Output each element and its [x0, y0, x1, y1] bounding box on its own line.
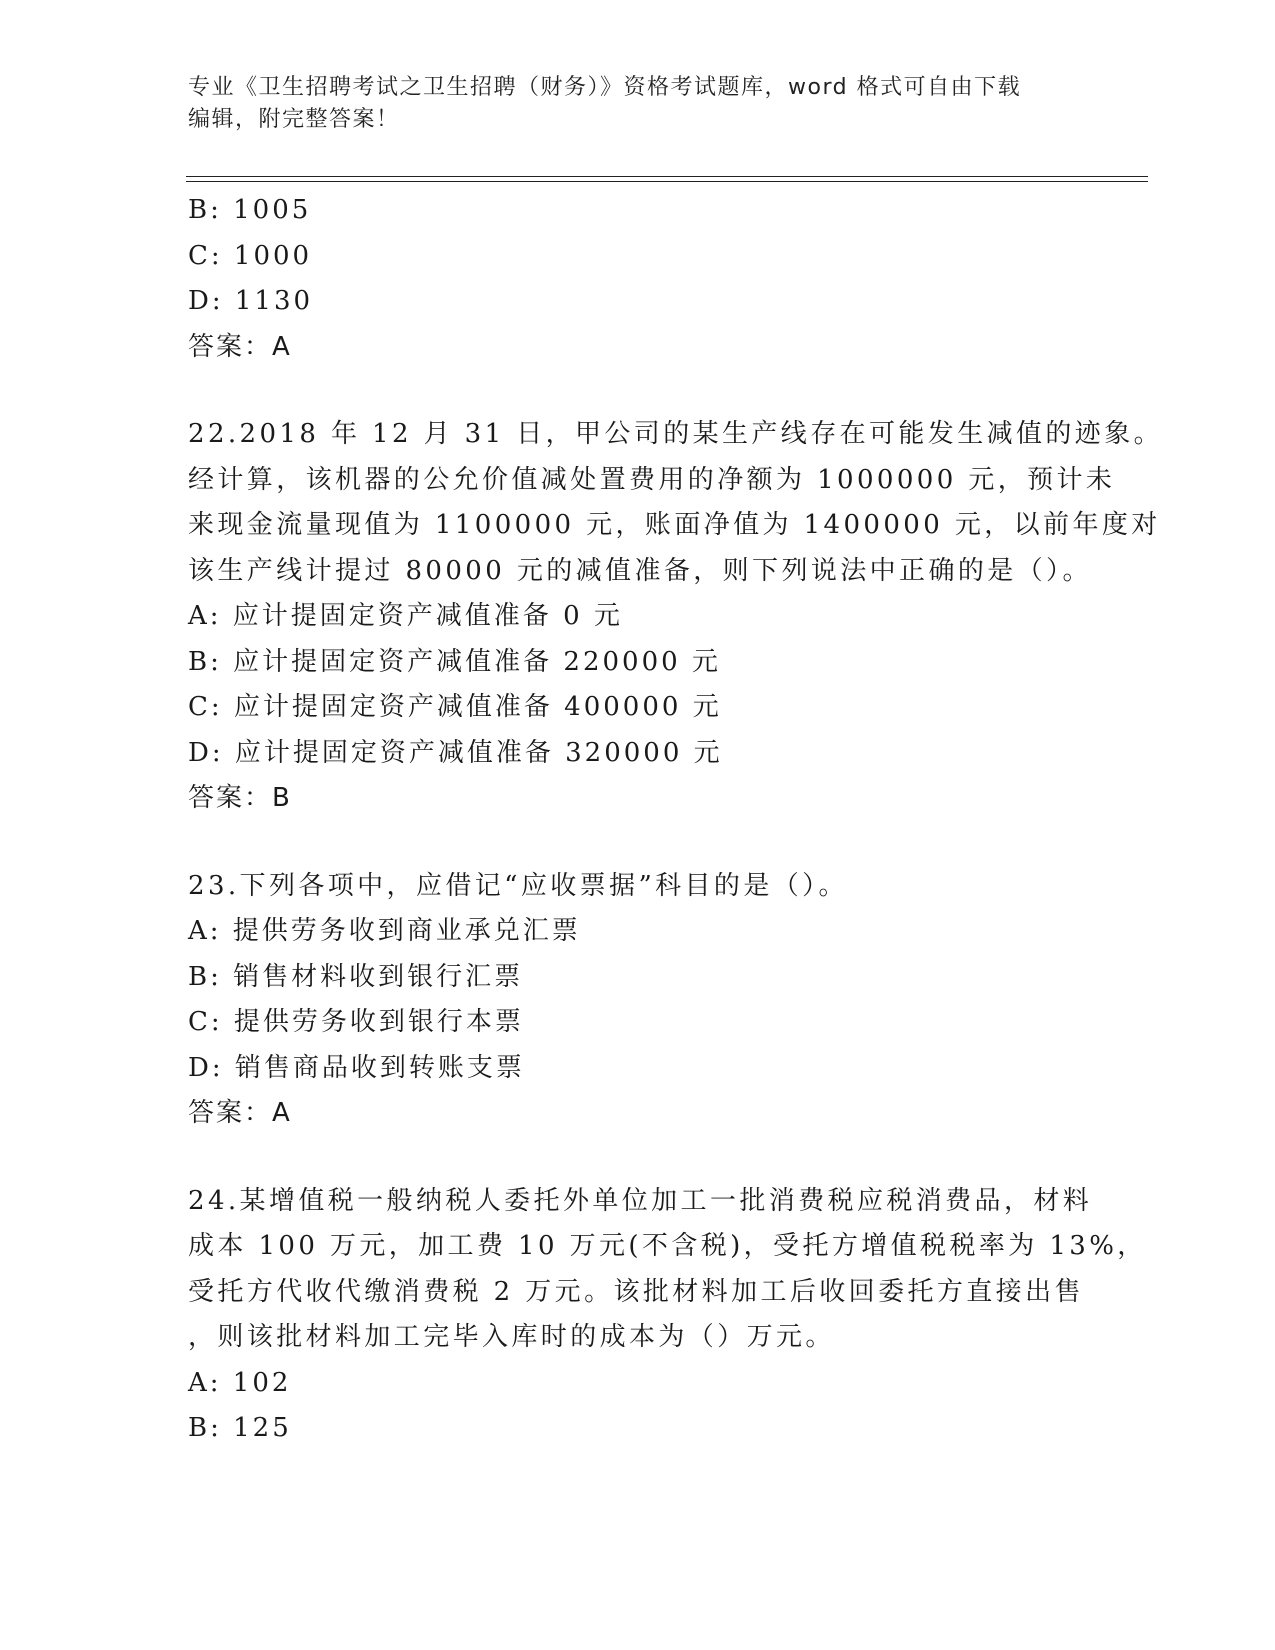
header-line-2: 编辑，附完整答案！	[188, 107, 400, 132]
question-24	[188, 1179, 1147, 1452]
question-stem-line: 经计算，该机器的公允价值减处置费用的净额为 1000000 元，预计未	[188, 464, 1116, 495]
question-stem-line: 该生产线计提过 80000 元的减值准备，则下列说法中正确的是（）。	[188, 555, 1092, 586]
option-c: C: 提供劳务收到银行本票	[188, 1007, 524, 1037]
option-b: B: 应计提固定资产减值准备 220000 元	[188, 646, 721, 677]
question-21	[188, 188, 1078, 370]
option-b: B: 销售材料收到银行汇票	[188, 961, 524, 992]
option-b: B: 125	[188, 1413, 292, 1443]
question-stem-line: 受托方代收代缴消费税 2 万元。该批材料加工后收回委托方直接出售	[188, 1276, 1084, 1307]
question-23	[188, 864, 1078, 1137]
question-stem-line: 24.某增值税一般纳税人委托外单位加工一批消费税应税消费品，材料	[188, 1185, 1093, 1216]
answer-line: 答案：B	[188, 783, 292, 813]
option-d: D: 1130	[188, 286, 314, 316]
question-stem-line: 22.2018 年 12 月 31 日，甲公司的某生产线存在可能发生减值的迹象。	[188, 419, 1164, 449]
option-a: A: 提供劳务收到商业承兑汇票	[188, 916, 581, 946]
option-a: A: 102	[188, 1367, 292, 1398]
option-c: C: 1000	[188, 240, 313, 271]
answer-line: 答案：A	[188, 1098, 292, 1128]
option-c: C: 应计提固定资产减值准备 400000 元	[188, 692, 722, 722]
question-22	[188, 412, 1164, 822]
header-line-1: 专业《卫生招聘考试之卫生招聘（财务）》资格考试题库，word 格式可自由下载	[188, 75, 1022, 100]
answer-line: 答案：A	[188, 331, 292, 362]
question-stem-line: 来现金流量现值为 1100000 元，账面净值为 1400000 元，以前年度对	[188, 510, 1161, 540]
document-body	[188, 188, 1164, 1452]
question-stem-line: 成本 100 万元，加工费 10 万元(不含税)，受托方增值税税率为 13%，	[188, 1231, 1147, 1261]
question-stem-line: 23.下列各项中，应借记“应收票据”科目的是（）。	[188, 870, 848, 901]
option-d: D: 销售商品收到转账支票	[188, 1052, 525, 1083]
option-a: A: 应计提固定资产减值准备 0 元	[188, 601, 623, 631]
header-divider-bottom	[186, 181, 1148, 182]
document-header	[188, 72, 1068, 136]
question-stem-line: ，则该批材料加工完毕入库时的成本为（）万元。	[188, 1322, 835, 1352]
header-divider-top	[186, 176, 1148, 177]
option-d: D: 应计提固定资产减值准备 320000 元	[188, 737, 723, 768]
option-b: B: 1005	[188, 195, 312, 225]
